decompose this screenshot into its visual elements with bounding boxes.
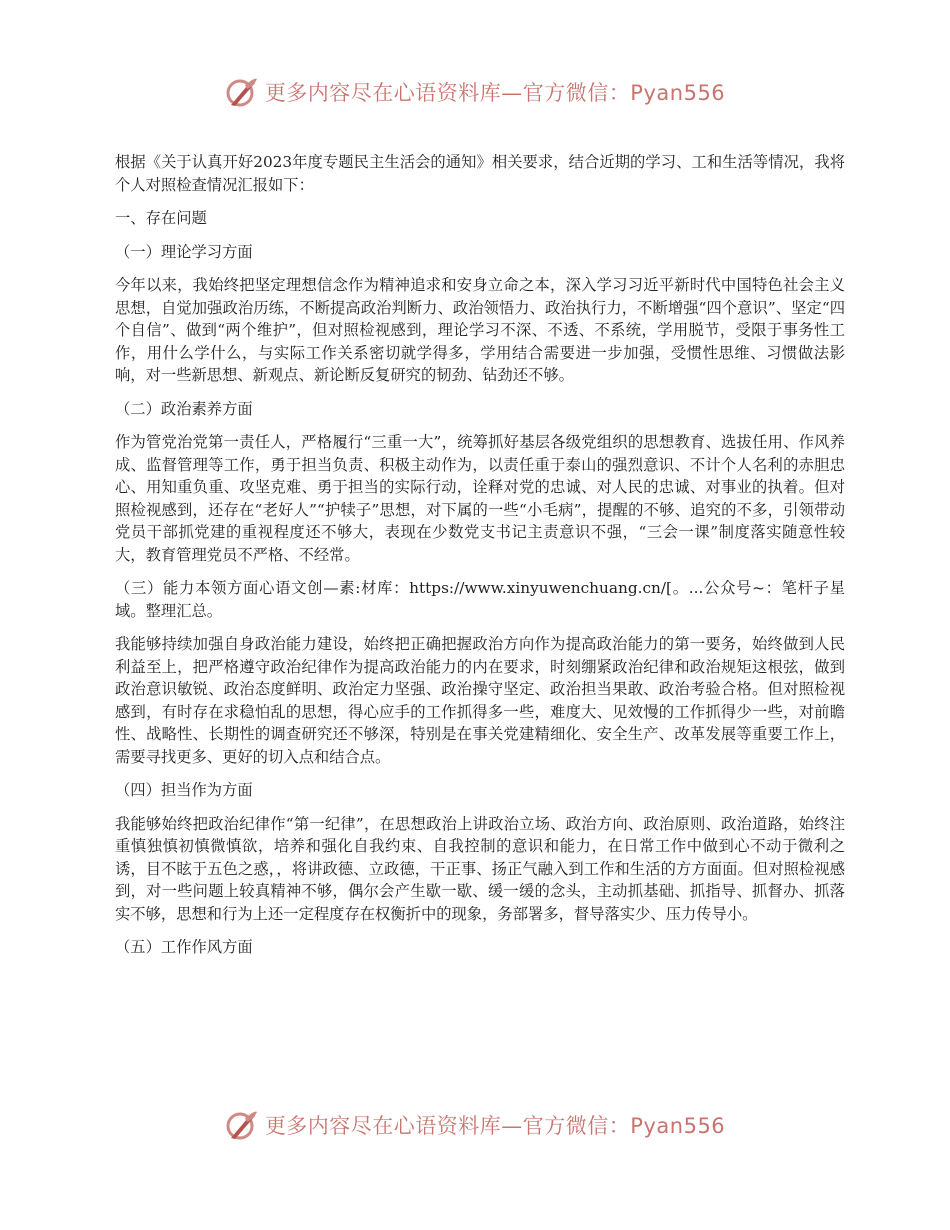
paragraph-political-quality: 作为管党治党第一责任人，严格履行“三重一大”，统筹抓好基层各级党组织的思想教育、选拔任用、作风养成、监督管理等工作，勇于担当负责、积极主动作为，以责任重于泰山的强烈意识、不计个人名利的赤胆忠心、用知重负重、攻坚克难、勇于担当的实际行动，诠释对党的忠诚、对人民的忠诚、对事业的执着。但对照检视感到，还存在“老好人”“护犊子”思想，对下属的一些“小毛病”，提醒的不够、追究的不多，引领带动党员干部抓党建的重视程度还不够大，表现在少数党支书记主责意识不强，“三会一课”制度落实随意性较大，教育管理党员不严格、不经常。 (115, 433, 845, 564)
quill-pen-circle-logo-icon (225, 75, 259, 109)
header-watermark-banner (0, 70, 950, 114)
paragraph-responsibility: 我能够始终把政治纪律作“第一纪律”，在思想政治上讲政治立场、政治方向、政治原则、政治道路，始终注重慎独慎初慎微慎欲，培养和强化自我约束、自我控制的意识和能力，在日常工作中做到心不动于微利之诱，目不眩于五色之惑，，将讲政德、立政德，干正事、扬正气融入到工作和生活的方方面面。但对照检视感到，对一些问题上较真精神不够，偶尔会产生歇一歇、缓一缓的念头，主动抓基础、抓指导、抓督办、抓落实不够，思想和行为上还一定程度存在权衡折中的现象，务部署多，督导落实少、压力传导小。 (115, 814, 845, 923)
header-watermark-text: 更多内容尽在心语资料库—官方微信：Pyan556 (264, 81, 726, 105)
paragraph-theory-study: 今年以来，我始终把坚定理想信念作为精神追求和安身立命之本，深入学习习近平新时代中国特色社会主义思想，自觉加强政治历练，不断提高政治判断力、政治领悟力、政治执行力，不断增强“四个意识”、坚定“四个自信”、做到“两个维护”，但对照检视感到，理论学习不深、不透、不系统，学用脱节，受限于事务性工作，用什么学什么，与实际工作关系密切就学得多，学用结合需要进一步加强，受惯性思维、习惯做法影响，对一些新思想、新观点、新论断反复研究的韧劲、钻劲还不够。 (115, 276, 845, 384)
document-body (115, 151, 845, 970)
subheading-responsibility: （四）担当作为方面 (115, 781, 253, 799)
section-heading-problems: 一、存在问题 (115, 209, 207, 227)
subheading-theory-study: （一）理论学习方面 (115, 242, 253, 261)
subheading-work-style: （五）工作作风方面 (115, 938, 253, 956)
quill-pen-circle-logo-icon (225, 1108, 259, 1142)
subheading-ability: （三）能力本领方面心语文创—素:材库：https://www.xinyuwenchuang.cn/[。...公众号~：笔杆子星域。整理汇总。 (115, 579, 845, 620)
footer-watermark-banner (0, 1103, 950, 1147)
paragraph-ability: 我能够持续加强自身政治能力建设，始终把正确把握政治方向作为提高政治能力的第一要务，始终做到人民利益至上，把严格遵守政治纪律作为提高政治能力的内在要求，时刻绷紧政治纪律和政治规矩这根弦，做到政治意识敏锐、政治态度鲜明、政治定力坚强、政治操守坚定、政治担当果敢、政治考验合格。但对照检视感到，有时存在求稳怕乱的思想，得心应手的工作抓得多一些，难度大、见效慢的工作抓得少一些，对前瞻性、战略性、长期性的调查研究还不够深，特别是在事关党建精细化、安全生产、改革发展等重要工作上，需要寻找更多、更好的切入点和结合点。 (115, 635, 845, 766)
footer-watermark-text: 更多内容尽在心语资料库—官方微信：Pyan556 (264, 1114, 726, 1138)
subheading-political-quality: （二）政治素养方面 (115, 399, 253, 418)
intro-paragraph: 根据《关于认真开好2023年度专题民主生活会的通知》相关要求，结合近期的学习、工和生活等情况，我将个人对照检查情况汇报如下： (115, 153, 845, 194)
